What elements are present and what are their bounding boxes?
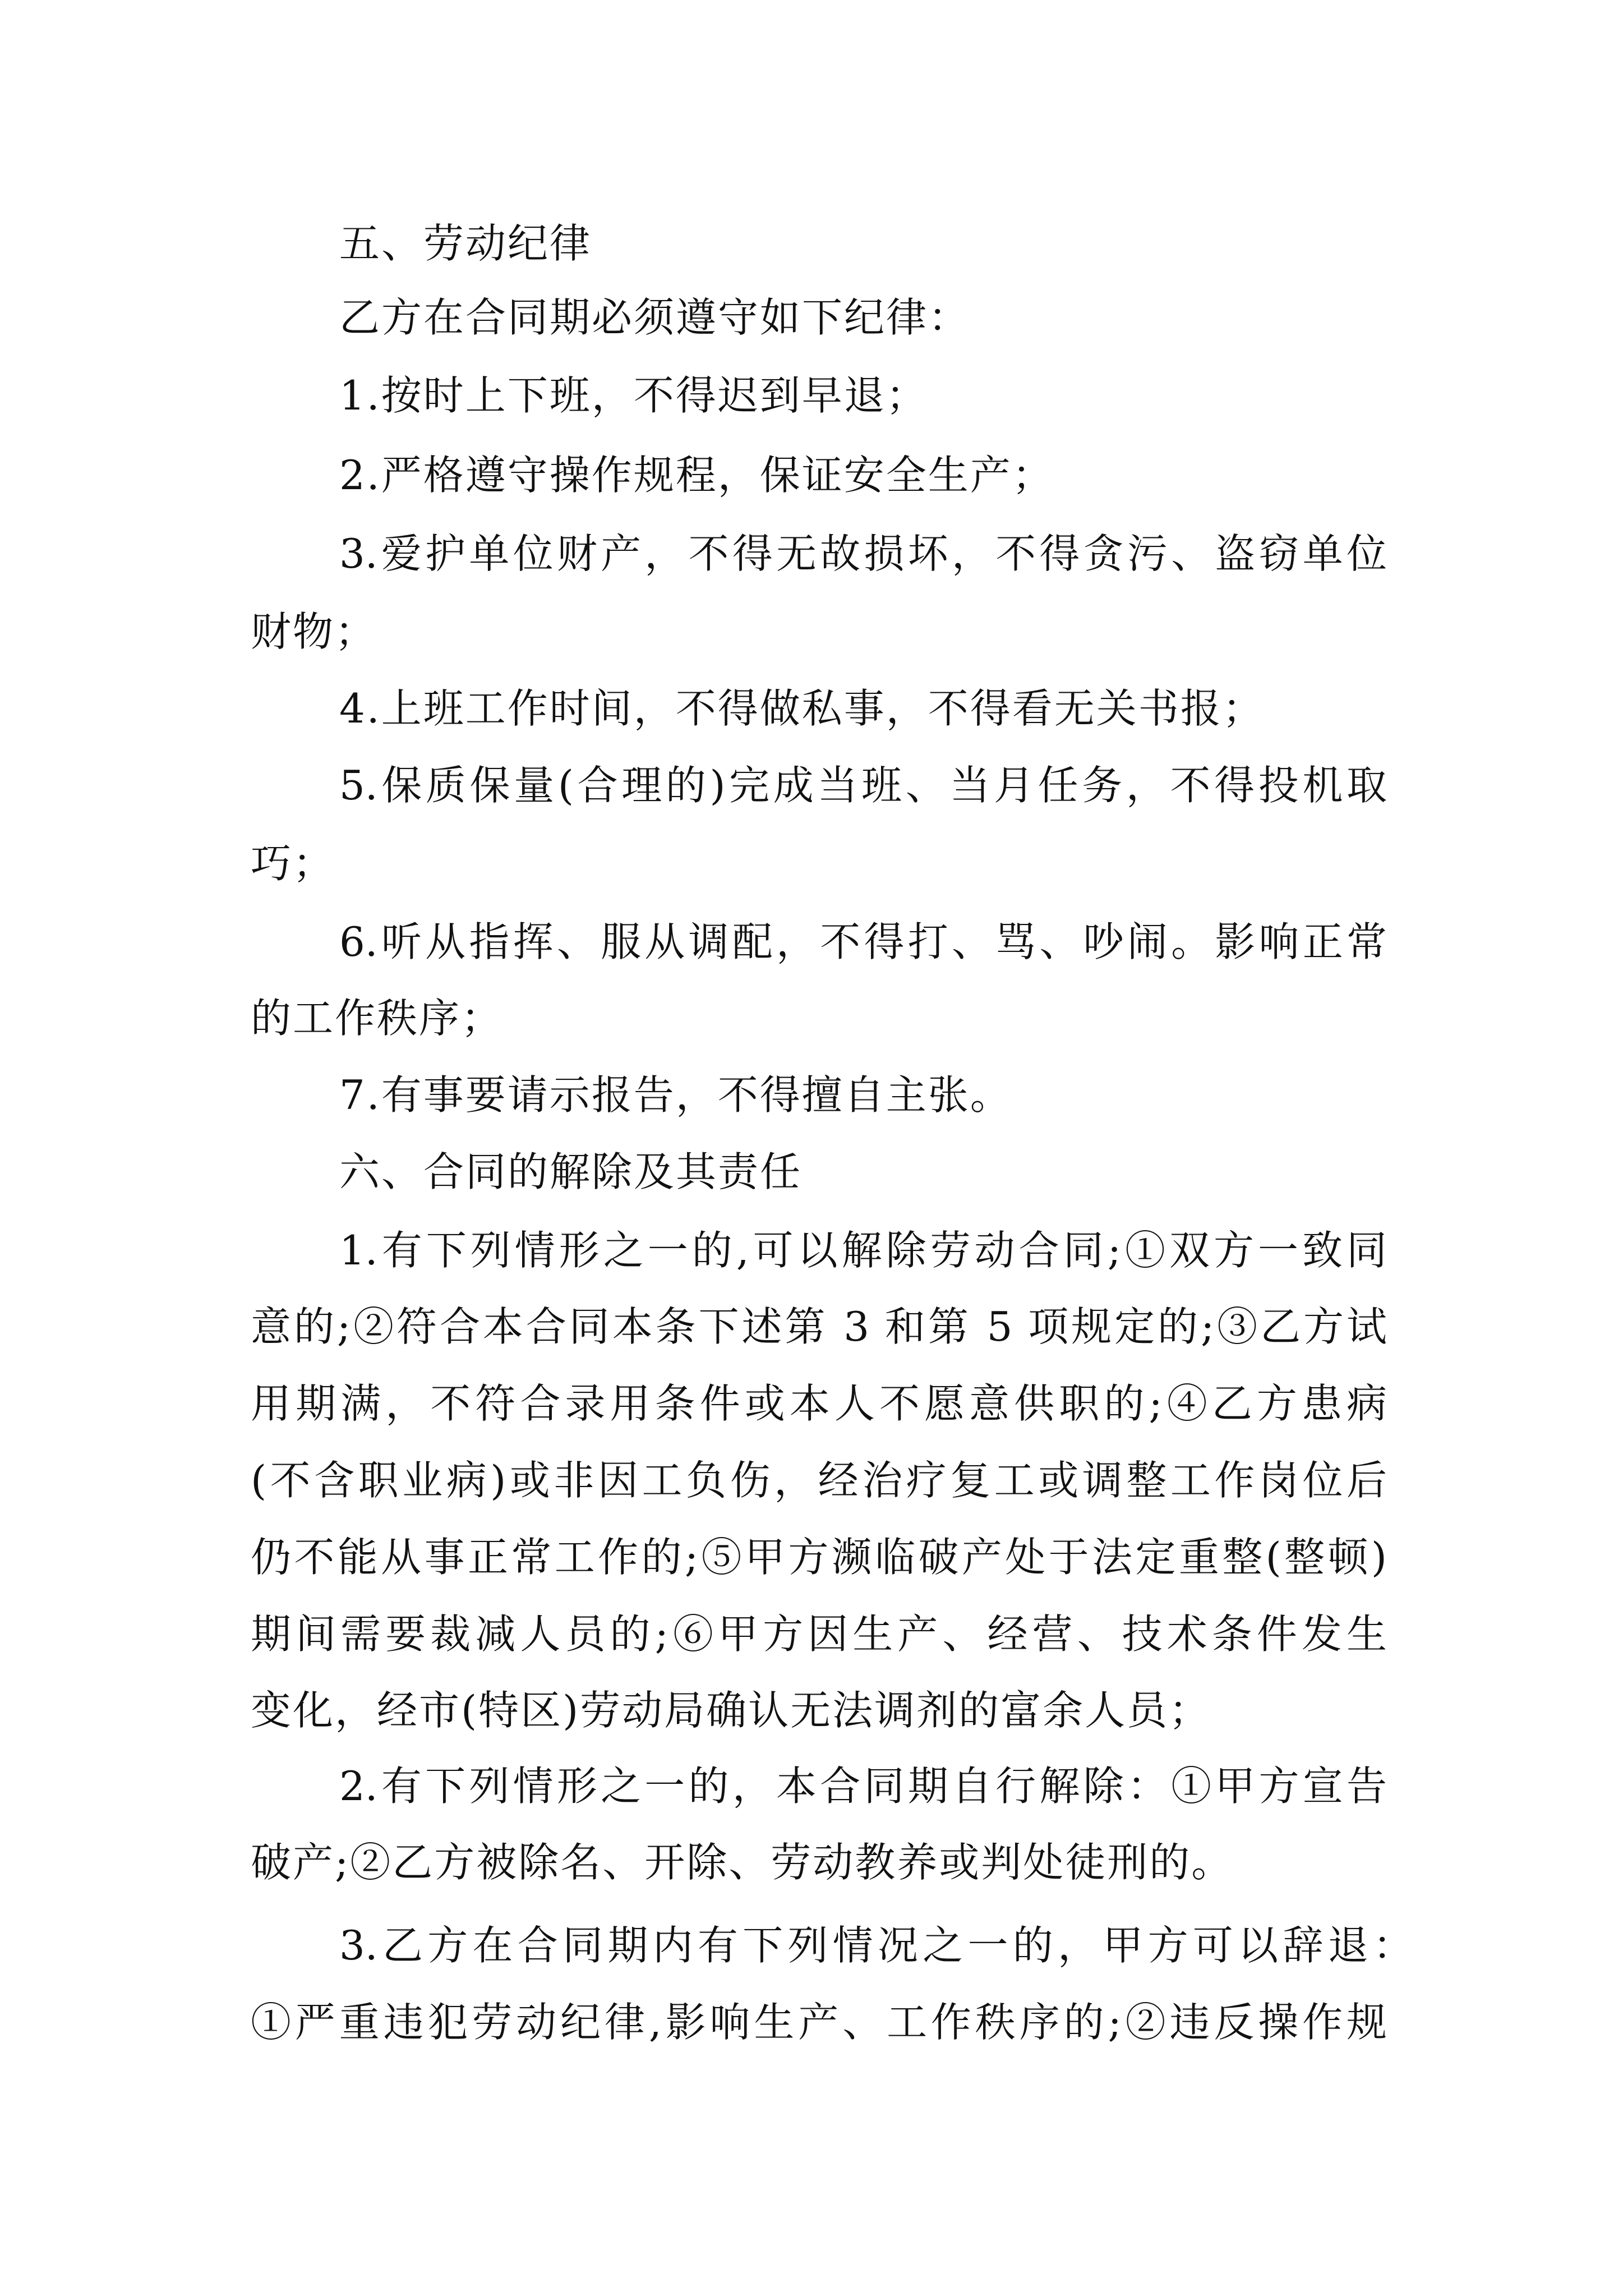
- paragraph-line: 期间需要裁减人员的;⑥甲方因生产、经营、技术条件发生: [251, 1611, 1387, 1658]
- paragraph-line: 乙方在合同期必须遵守如下纪律：: [339, 294, 971, 341]
- paragraph-line: 意的;②符合本合同本条下述第 3 和第 5 项规定的;③乙方试: [251, 1303, 1387, 1350]
- paragraph-line: 仍不能从事正常工作的;⑤甲方濒临破产处于法定重整(整顿): [251, 1534, 1387, 1581]
- paragraph-line: 3.乙方在合同期内有下列情况之一的，甲方可以辞退：: [339, 1922, 1413, 1969]
- paragraph-line: 巧；: [251, 840, 335, 887]
- paragraph-line: 的工作秩序；: [251, 995, 504, 1042]
- section-heading-text: 六、合同的解除及其责任: [339, 1148, 803, 1195]
- paragraph-line: 5.保质保量(合理的)完成当班、当月任务，不得投机取: [339, 762, 1387, 809]
- paragraph-line: 1.按时上下班，不得迟到早退；: [339, 372, 928, 419]
- paragraph-line: 2.有下列情形之一的，本合同期自行解除：①甲方宣告: [339, 1763, 1387, 1810]
- paragraph-line: 3.爱护单位财产，不得无故损坏，不得贪污、盗窃单位: [339, 530, 1387, 577]
- section-heading-text: 五、劳动纪律: [339, 220, 592, 267]
- paragraph-line: 用期满，不符合录用条件或本人不愿意供职的;④乙方患病: [251, 1380, 1387, 1427]
- paragraph-line: 破产;②乙方被除名、开除、劳动教养或判处徒刑的。: [251, 1839, 1234, 1886]
- paragraph-line: 6.听从指挥、服从调配，不得打、骂、吵闹。影响正常: [339, 918, 1387, 965]
- paragraph-line: ①严重违犯劳动纪律,影响生产、工作秩序的;②违反操作规: [251, 1999, 1387, 2046]
- paragraph-line: 财物；: [251, 608, 377, 655]
- paragraph-line: 变化，经市(特区)劳动局确认无法调剂的富余人员；: [251, 1687, 1211, 1734]
- paragraph-line: 7.有事要请示报告，不得擅自主张。: [339, 1071, 1012, 1119]
- paragraph-line: 1.有下列情形之一的,可以解除劳动合同;①双方一致同: [339, 1227, 1387, 1274]
- paragraph-line: 4.上班工作时间，不得做私事，不得看无关书报；: [339, 685, 1265, 732]
- paragraph-line: 2.严格遵守操作规程，保证安全生产；: [339, 452, 1054, 499]
- paragraph-line: (不含职业病)或非因工负伤，经治疗复工或调整工作岗位后: [251, 1457, 1387, 1504]
